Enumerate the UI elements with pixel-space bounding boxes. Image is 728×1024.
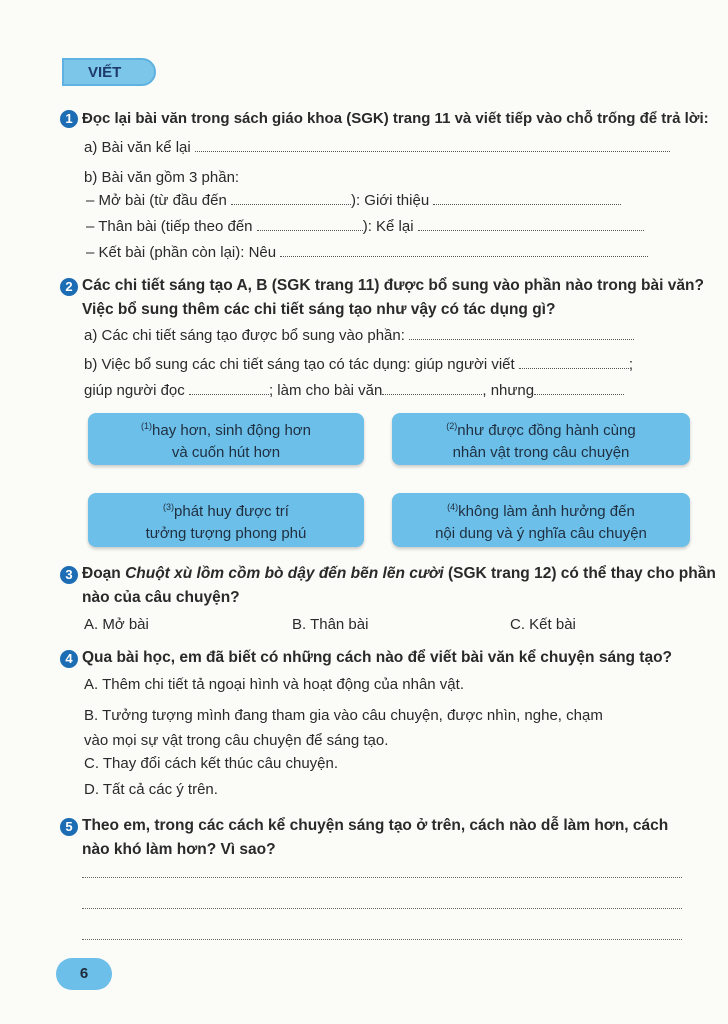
q4-option-b[interactable]: B. Tưởng tượng mình đang tham gia vào câu chuyện, được nhìn, nghe, chạm vào mọi sự vật trong câu chuyện để sáng tạo. — [84, 707, 603, 749]
answer-line[interactable] — [82, 877, 682, 878]
q2-c: giúp người đọc ; làm cho bài văn , nhưng — [84, 380, 624, 401]
answer-blank[interactable] — [519, 354, 629, 369]
q1-b: b) Bài văn gồm 3 phần: — [84, 169, 240, 186]
answer-blank[interactable] — [418, 216, 644, 231]
answer-blank[interactable] — [280, 242, 648, 257]
option-card-1[interactable]: $^{(1)}$hay hơn, sinh động hơn và cuốn hút hơn — [88, 413, 364, 465]
page-number: 6 — [56, 958, 112, 990]
answer-line[interactable] — [82, 939, 682, 940]
answer-line[interactable] — [82, 908, 682, 909]
q4-option-c[interactable]: C. Thay đổi cách kết thúc câu chuyện. — [84, 755, 339, 772]
answer-blank[interactable] — [409, 325, 634, 340]
q4-option-d[interactable]: D. Tất cả các ý trên. — [84, 781, 218, 798]
q1-ket-bai: – Kết bài (phần còn lại): Nêu — [86, 242, 648, 263]
q3-option-c[interactable]: C. Kết bài — [510, 616, 576, 633]
section-tag — [62, 58, 156, 86]
question-number-4: 4 — [60, 650, 78, 668]
option-card-2[interactable]: $^{(2)}$như được đồng hành cùng nhân vật trong câu chuyện — [392, 413, 690, 465]
question-number-2: 2 — [60, 278, 78, 296]
section-title: VIẾT — [88, 64, 122, 81]
q4-option-a[interactable]: A. Thêm chi tiết tả ngoại hình và hoạt động của nhân vật. — [84, 676, 464, 693]
q1-text: Đọc lại bài văn trong sách giáo khoa (SGK) trang 11 và viết tiếp vào chỗ trống để trả lời: — [82, 110, 709, 127]
answer-blank[interactable] — [257, 216, 363, 231]
q1-mo-bai: – Mở bài (từ đầu đến ): Giới thiệu — [86, 190, 621, 211]
q3-option-b[interactable]: B. Thân bài — [292, 616, 369, 633]
option-card-4[interactable]: $^{(4)}$không làm ảnh hưởng đến nội dung và ý nghĩa câu chuyện — [392, 493, 690, 547]
answer-blank[interactable] — [195, 137, 670, 152]
option-card-3[interactable]: $^{(3)}$phát huy được trí tưởng tượng phong phú — [88, 493, 364, 547]
q2-text: Các chi tiết sáng tạo A, B (SGK trang 11) được bổ sung vào phần nào trong bài văn? Việc bổ sung thêm các chi tiết sáng tạo như vậy có tác dụng gì? — [82, 277, 704, 318]
answer-blank[interactable] — [231, 190, 351, 205]
answer-blank[interactable] — [433, 190, 621, 205]
question-number-3: 3 — [60, 566, 78, 584]
answer-blank[interactable] — [534, 380, 624, 395]
question-number-5: 5 — [60, 818, 78, 836]
q2-a: a) Các chi tiết sáng tạo được bổ sung vào phần: — [84, 325, 634, 346]
answer-blank[interactable] — [189, 380, 269, 395]
q3-text: Đoạn Chuột xù lồm cồm bò dậy đến bẽn lẽn cười (SGK trang 12) có thể thay cho phần nào của câu chuyện? — [82, 565, 716, 606]
answer-blank[interactable] — [382, 380, 482, 395]
q3-option-a[interactable]: A. Mở bài — [84, 616, 149, 633]
q1-a: a) Bài văn kể lại — [84, 137, 670, 158]
q1-than-bai: – Thân bài (tiếp theo đến ): Kể lại — [86, 216, 644, 237]
q5-text: Theo em, trong các cách kể chuyện sáng tạo ở trên, cách nào dễ làm hơn, cách nào khó làm hơn? Vì sao? — [82, 817, 669, 858]
q4-text: Qua bài học, em đã biết có những cách nào để viết bài văn kể chuyện sáng tạo? — [82, 649, 673, 666]
question-number-1: 1 — [60, 110, 78, 128]
q2-b: b) Việc bổ sung các chi tiết sáng tạo có tác dụng: giúp người viết ; — [84, 356, 634, 373]
